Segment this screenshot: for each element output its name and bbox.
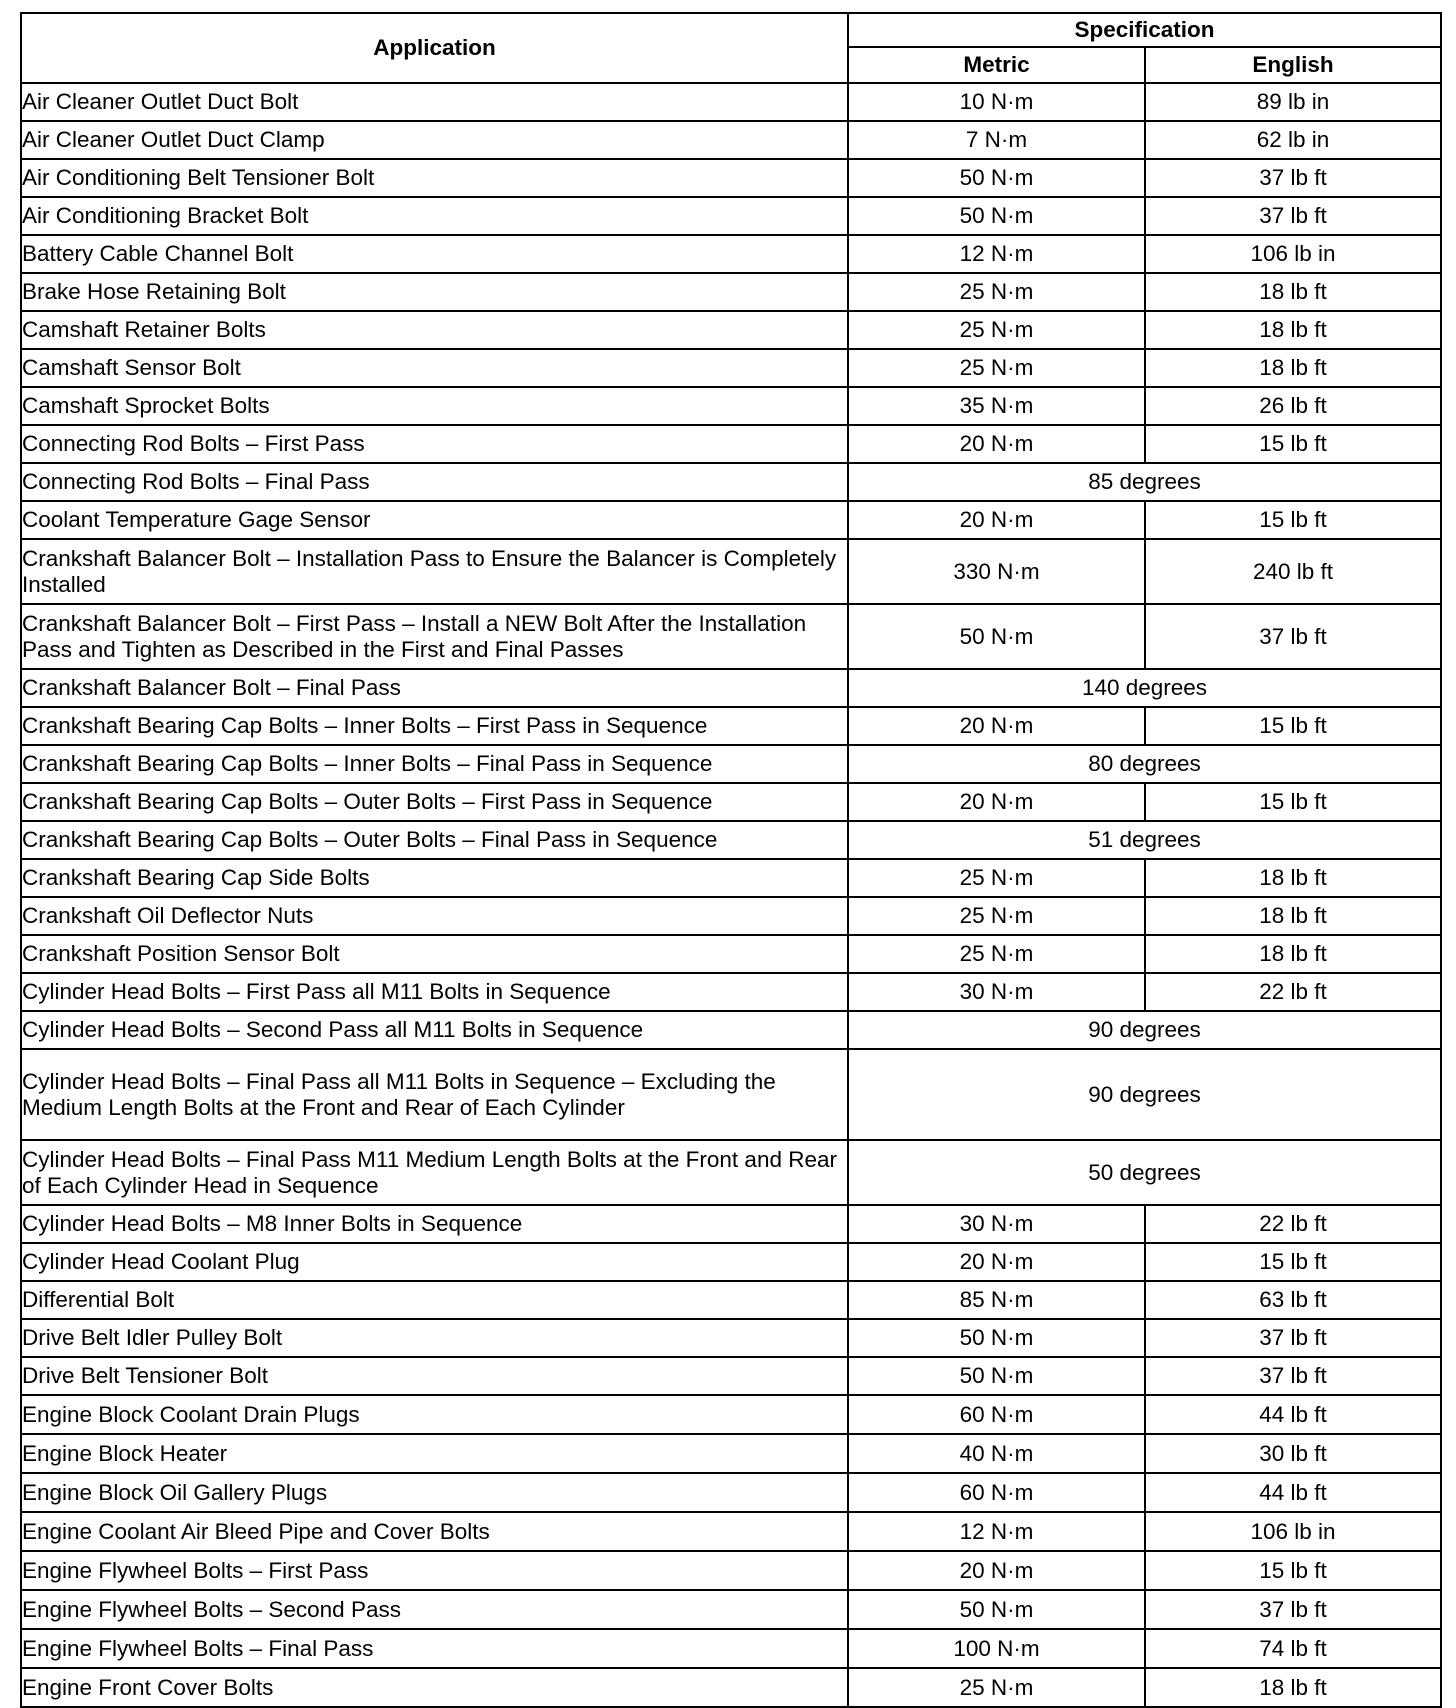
- metric-cell: 50 N·m: [848, 197, 1145, 235]
- english-cell: 18 lb ft: [1145, 897, 1441, 935]
- table-row: [21, 897, 1441, 935]
- application-cell: Engine Front Cover Bolts: [21, 1668, 848, 1707]
- application-cell: Cylinder Head Bolts – Second Pass all M11 Bolts in Sequence: [21, 1011, 848, 1049]
- application-cell: Cylinder Head Bolts – M8 Inner Bolts in Sequence: [21, 1205, 848, 1243]
- table-row: [21, 1590, 1441, 1629]
- metric-cell: 25 N·m: [848, 273, 1145, 311]
- table-row: [21, 935, 1441, 973]
- table-row: [21, 83, 1441, 121]
- metric-cell: 50 N·m: [848, 604, 1145, 669]
- english-cell: 22 lb ft: [1145, 1205, 1441, 1243]
- table-row: [21, 425, 1441, 463]
- table-row: [21, 463, 1441, 501]
- application-cell: Crankshaft Bearing Cap Bolts – Outer Bolts – First Pass in Sequence: [21, 783, 848, 821]
- torque-spec-table: [20, 12, 1442, 1708]
- table-row: [21, 1473, 1441, 1512]
- table-row: [21, 159, 1441, 197]
- english-cell: 106 lb in: [1145, 1512, 1441, 1551]
- application-cell: Connecting Rod Bolts – First Pass: [21, 425, 848, 463]
- table-row: [21, 821, 1441, 859]
- english-cell: 37 lb ft: [1145, 1590, 1441, 1629]
- application-cell: Camshaft Sensor Bolt: [21, 349, 848, 387]
- metric-cell: 20 N·m: [848, 1551, 1145, 1590]
- english-cell: 37 lb ft: [1145, 1319, 1441, 1357]
- table-row: [21, 1551, 1441, 1590]
- english-cell: 15 lb ft: [1145, 501, 1441, 539]
- table-row: [21, 1512, 1441, 1551]
- metric-cell: 25 N·m: [848, 311, 1145, 349]
- table-row: [21, 1049, 1441, 1140]
- metric-cell: 330 N·m: [848, 539, 1145, 604]
- application-cell: Crankshaft Bearing Cap Bolts – Outer Bolts – Final Pass in Sequence: [21, 821, 848, 859]
- english-cell: 62 lb in: [1145, 121, 1441, 159]
- metric-cell: 7 N·m: [848, 121, 1145, 159]
- application-cell: Crankshaft Balancer Bolt – Final Pass: [21, 669, 848, 707]
- application-cell: Engine Coolant Air Bleed Pipe and Cover Bolts: [21, 1512, 848, 1551]
- application-cell: Air Conditioning Belt Tensioner Bolt: [21, 159, 848, 197]
- english-cell: 37 lb ft: [1145, 604, 1441, 669]
- application-cell: Engine Block Heater: [21, 1434, 848, 1473]
- application-cell: Air Conditioning Bracket Bolt: [21, 197, 848, 235]
- english-cell: 18 lb ft: [1145, 349, 1441, 387]
- application-cell: Camshaft Sprocket Bolts: [21, 387, 848, 425]
- table-row: [21, 311, 1441, 349]
- table-row: [21, 273, 1441, 311]
- application-cell: Differential Bolt: [21, 1281, 848, 1319]
- english-cell: 37 lb ft: [1145, 1357, 1441, 1395]
- english-cell: 15 lb ft: [1145, 425, 1441, 463]
- application-cell: Cylinder Head Coolant Plug: [21, 1243, 848, 1281]
- metric-cell: 12 N·m: [848, 235, 1145, 273]
- english-cell: 18 lb ft: [1145, 859, 1441, 897]
- application-cell: Engine Block Oil Gallery Plugs: [21, 1473, 848, 1512]
- english-cell: 89 lb in: [1145, 83, 1441, 121]
- metric-cell: 25 N·m: [848, 935, 1145, 973]
- table-row: [21, 1281, 1441, 1319]
- table-row: [21, 387, 1441, 425]
- metric-cell: 100 N·m: [848, 1629, 1145, 1668]
- english-cell: 74 lb ft: [1145, 1629, 1441, 1668]
- table-row: [21, 604, 1441, 669]
- metric-cell: 12 N·m: [848, 1512, 1145, 1551]
- application-cell: Camshaft Retainer Bolts: [21, 311, 848, 349]
- specification-cell: 51 degrees: [848, 821, 1441, 859]
- application-cell: Brake Hose Retaining Bolt: [21, 273, 848, 311]
- specification-cell: 85 degrees: [848, 463, 1441, 501]
- table-row: [21, 1357, 1441, 1395]
- specification-cell: 50 degrees: [848, 1140, 1441, 1205]
- table-row: [21, 349, 1441, 387]
- metric-cell: 85 N·m: [848, 1281, 1145, 1319]
- table-row: [21, 1243, 1441, 1281]
- application-cell: Drive Belt Idler Pulley Bolt: [21, 1319, 848, 1357]
- application-cell: Crankshaft Bearing Cap Bolts – Inner Bolts – Final Pass in Sequence: [21, 745, 848, 783]
- metric-cell: 50 N·m: [848, 159, 1145, 197]
- english-cell: 15 lb ft: [1145, 1243, 1441, 1281]
- application-cell: Crankshaft Bearing Cap Side Bolts: [21, 859, 848, 897]
- application-cell: Crankshaft Balancer Bolt – Installation Pass to Ensure the Balancer is Completely Installed: [21, 539, 848, 604]
- specification-cell: 90 degrees: [848, 1049, 1441, 1140]
- english-cell: 44 lb ft: [1145, 1395, 1441, 1434]
- english-cell: 240 lb ft: [1145, 539, 1441, 604]
- table-row: [21, 501, 1441, 539]
- english-cell: 26 lb ft: [1145, 387, 1441, 425]
- metric-cell: 60 N·m: [848, 1395, 1145, 1434]
- table-row: [21, 1434, 1441, 1473]
- english-cell: 18 lb ft: [1145, 1668, 1441, 1707]
- english-cell: 18 lb ft: [1145, 311, 1441, 349]
- metric-cell: 50 N·m: [848, 1357, 1145, 1395]
- application-cell: Air Cleaner Outlet Duct Bolt: [21, 83, 848, 121]
- table-row: [21, 539, 1441, 604]
- application-cell: Crankshaft Bearing Cap Bolts – Inner Bolts – First Pass in Sequence: [21, 707, 848, 745]
- specification-header: Specification: [848, 13, 1441, 47]
- english-cell: 63 lb ft: [1145, 1281, 1441, 1319]
- table-body: [21, 83, 1441, 1707]
- metric-cell: 20 N·m: [848, 425, 1145, 463]
- application-cell: Battery Cable Channel Bolt: [21, 235, 848, 273]
- english-cell: 30 lb ft: [1145, 1434, 1441, 1473]
- english-cell: 18 lb ft: [1145, 935, 1441, 973]
- metric-cell: 20 N·m: [848, 783, 1145, 821]
- table-row: [21, 1319, 1441, 1357]
- metric-cell: 20 N·m: [848, 707, 1145, 745]
- table-row: [21, 707, 1441, 745]
- table-row: [21, 235, 1441, 273]
- application-cell: Engine Flywheel Bolts – Final Pass: [21, 1629, 848, 1668]
- application-cell: Engine Flywheel Bolts – Second Pass: [21, 1590, 848, 1629]
- english-cell: 37 lb ft: [1145, 197, 1441, 235]
- table-row: [21, 1011, 1441, 1049]
- metric-cell: 50 N·m: [848, 1590, 1145, 1629]
- english-header: English: [1145, 47, 1441, 83]
- table-row: [21, 783, 1441, 821]
- metric-cell: 10 N·m: [848, 83, 1145, 121]
- english-cell: 15 lb ft: [1145, 1551, 1441, 1590]
- application-cell: Drive Belt Tensioner Bolt: [21, 1357, 848, 1395]
- application-cell: Air Cleaner Outlet Duct Clamp: [21, 121, 848, 159]
- table-row: [21, 121, 1441, 159]
- english-cell: 37 lb ft: [1145, 159, 1441, 197]
- metric-cell: 30 N·m: [848, 973, 1145, 1011]
- application-cell: Engine Block Coolant Drain Plugs: [21, 1395, 848, 1434]
- application-header: Application: [21, 13, 848, 83]
- metric-cell: 20 N·m: [848, 501, 1145, 539]
- table-row: [21, 1395, 1441, 1434]
- english-cell: 15 lb ft: [1145, 783, 1441, 821]
- table-row: [21, 973, 1441, 1011]
- table-row: [21, 669, 1441, 707]
- english-cell: 18 lb ft: [1145, 273, 1441, 311]
- table-row: [21, 197, 1441, 235]
- metric-header: Metric: [848, 47, 1145, 83]
- application-cell: Crankshaft Oil Deflector Nuts: [21, 897, 848, 935]
- metric-cell: 25 N·m: [848, 859, 1145, 897]
- metric-cell: 25 N·m: [848, 349, 1145, 387]
- english-cell: 44 lb ft: [1145, 1473, 1441, 1512]
- metric-cell: 30 N·m: [848, 1205, 1145, 1243]
- specification-cell: 80 degrees: [848, 745, 1441, 783]
- specification-cell: 140 degrees: [848, 669, 1441, 707]
- application-cell: Coolant Temperature Gage Sensor: [21, 501, 848, 539]
- table-row: [21, 1629, 1441, 1668]
- application-cell: Crankshaft Balancer Bolt – First Pass – Install a NEW Bolt After the Installation Pass and Tighten as Described in the First and Final Passes: [21, 604, 848, 669]
- table-row: [21, 1205, 1441, 1243]
- metric-cell: 20 N·m: [848, 1243, 1145, 1281]
- application-cell: Cylinder Head Bolts – Final Pass all M11 Bolts in Sequence – Excluding the Medium Length Bolts at the Front and Rear of Each Cylinder: [21, 1049, 848, 1140]
- metric-cell: 50 N·m: [848, 1319, 1145, 1357]
- metric-cell: 25 N·m: [848, 897, 1145, 935]
- application-cell: Cylinder Head Bolts – Final Pass M11 Medium Length Bolts at the Front and Rear of Each Cylinder Head in Sequence: [21, 1140, 848, 1205]
- english-cell: 22 lb ft: [1145, 973, 1441, 1011]
- table-row: [21, 745, 1441, 783]
- metric-cell: 60 N·m: [848, 1473, 1145, 1512]
- table-row: [21, 859, 1441, 897]
- application-cell: Cylinder Head Bolts – First Pass all M11 Bolts in Sequence: [21, 973, 848, 1011]
- application-cell: Engine Flywheel Bolts – First Pass: [21, 1551, 848, 1590]
- metric-cell: 35 N·m: [848, 387, 1145, 425]
- metric-cell: 25 N·m: [848, 1668, 1145, 1707]
- application-cell: Crankshaft Position Sensor Bolt: [21, 935, 848, 973]
- specification-cell: 90 degrees: [848, 1011, 1441, 1049]
- application-cell: Connecting Rod Bolts – Final Pass: [21, 463, 848, 501]
- english-cell: 15 lb ft: [1145, 707, 1441, 745]
- english-cell: 106 lb in: [1145, 235, 1441, 273]
- table-row: [21, 1668, 1441, 1707]
- table-row: [21, 1140, 1441, 1205]
- metric-cell: 40 N·m: [848, 1434, 1145, 1473]
